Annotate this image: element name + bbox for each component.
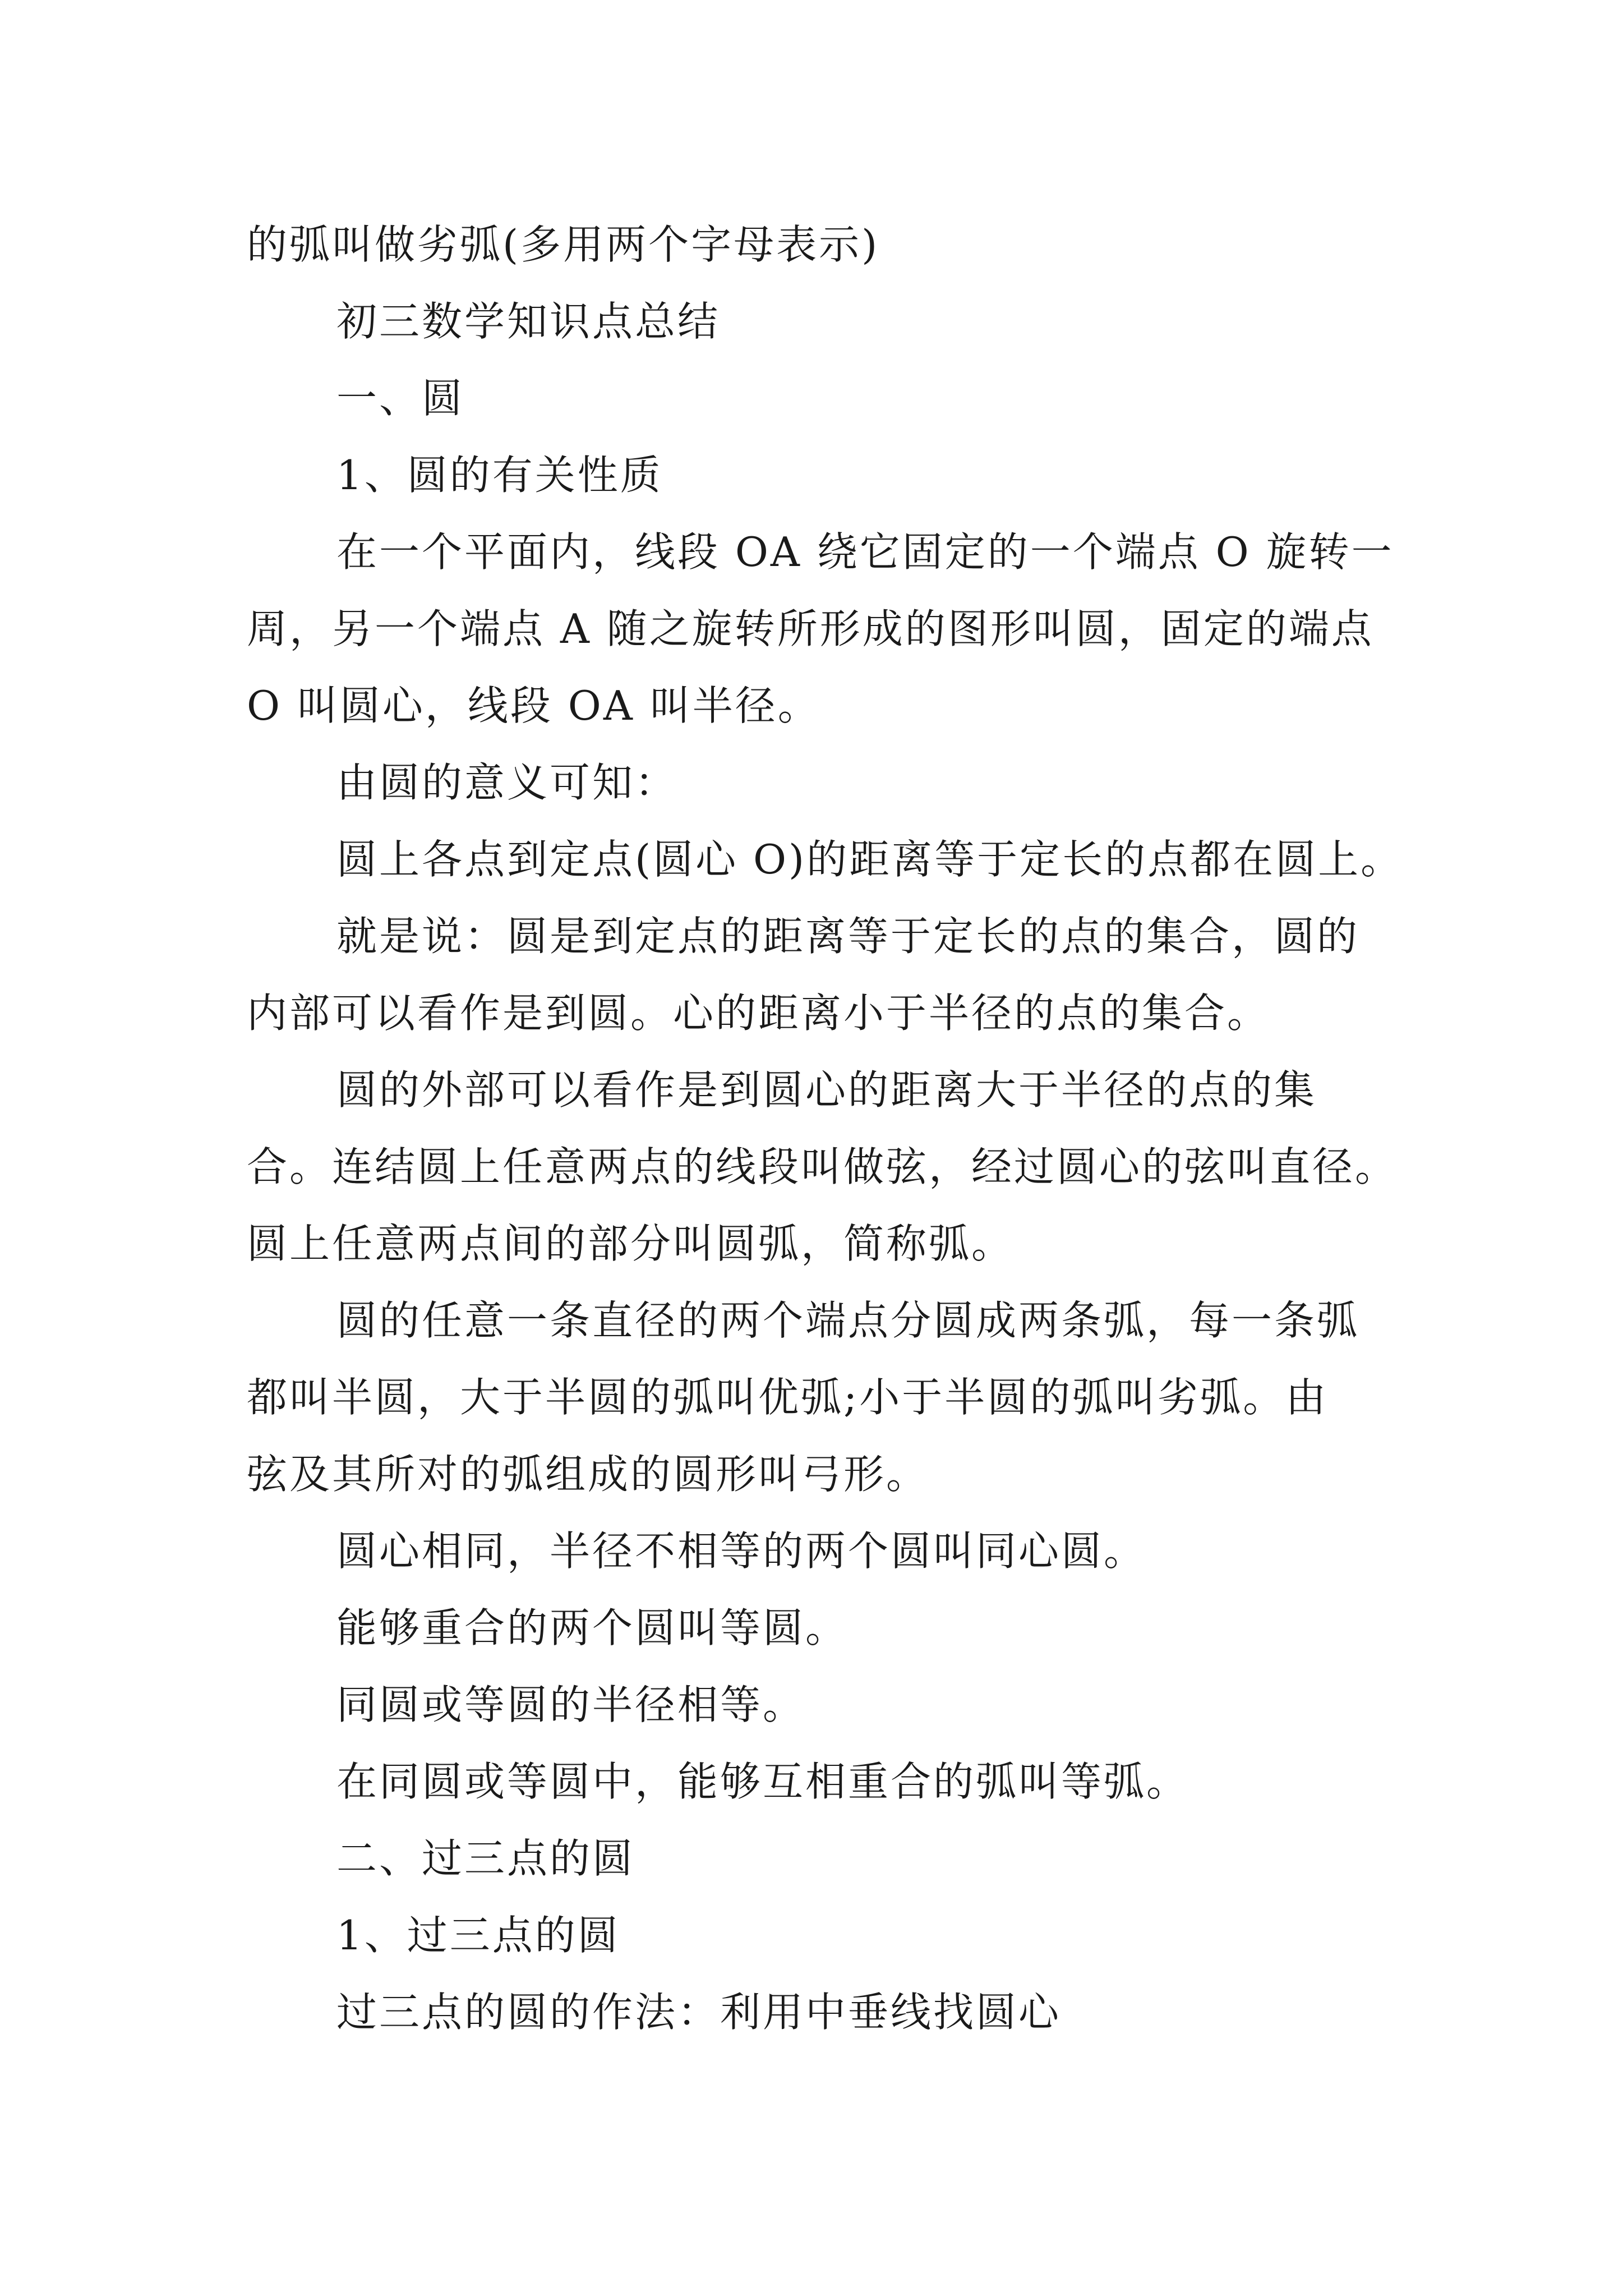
- text-line: 圆的任意一条直径的两个端点分圆成两条弧，每一条弧: [336, 1297, 1360, 1344]
- text-line: 内部可以看作是到圆。心的距离小于半径的点的集合。: [247, 990, 1270, 1037]
- text-line: 弦及其所对的弧组成的圆形叫弓形。: [247, 1451, 929, 1498]
- text-line: O 叫圆心，线段 OA 叫半径。: [247, 682, 820, 729]
- document-body: [247, 206, 1404, 2051]
- text-line: 圆的外部可以看作是到圆心的距离大于半径的点的集: [336, 1066, 1317, 1114]
- text-line: 周，另一个端点 A 随之旋转所形成的图形叫圆，固定的端点: [247, 605, 1374, 652]
- text-line: 过三点的圆的作法：利用中垂线找圆心: [336, 1989, 1062, 2036]
- text-line: 同圆或等圆的半径相等。: [336, 1681, 806, 1728]
- text-line: 能够重合的两个圆叫等圆。: [336, 1604, 849, 1651]
- text-line: 在同圆或等圆中，能够互相重合的弧叫等弧。: [336, 1758, 1189, 1805]
- text-line: 合。连结圆上任意两点的线段叫做弦，经过圆心的弦叫直径。: [247, 1143, 1398, 1190]
- text-line: 就是说：圆是到定点的距离等于定长的点的集合，圆的: [336, 913, 1360, 960]
- text-line: 由圆的意义可知：: [336, 759, 678, 806]
- text-line: 都叫半圆，大于半圆的弧叫优弧;小于半圆的弧叫劣弧。由: [247, 1374, 1329, 1421]
- section-title: 初三数学知识点总结: [336, 298, 721, 345]
- text-line: 圆上任意两点间的部分叫圆弧，简称弧。: [247, 1220, 1015, 1267]
- heading: 二、过三点的圆: [336, 1835, 635, 1882]
- text-line: 圆上各点到定点(圆心 O)的距离等于定长的点都在圆上。: [336, 836, 1404, 883]
- subheading: 1、圆的有关性质: [336, 452, 663, 499]
- subheading: 1、过三点的圆: [336, 1912, 620, 1959]
- text-line: 的弧叫做劣弧(多用两个字母表示): [247, 221, 880, 268]
- text-line: 在一个平面内，线段 OA 绕它固定的一个端点 O 旋转一: [336, 528, 1394, 576]
- heading: 一、圆: [336, 375, 465, 422]
- text-line: 圆心相同，半径不相等的两个圆叫同心圆。: [336, 1527, 1147, 1575]
